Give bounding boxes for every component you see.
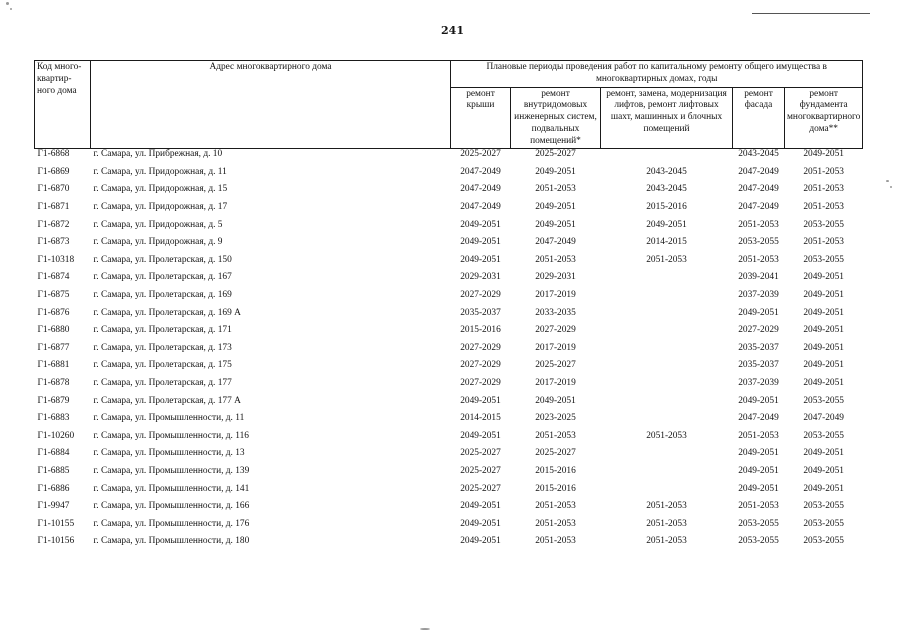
cell-roof: 2047-2049 xyxy=(460,166,501,177)
table-row xyxy=(35,202,863,220)
cell-foundation: 2053-2055 xyxy=(803,536,844,547)
table-body xyxy=(35,149,863,554)
cell-roof: 2029-2031 xyxy=(460,272,501,283)
cell-elevators xyxy=(601,413,733,431)
cell-code: Г1-6884 xyxy=(37,448,70,459)
cell-address: г. Самара, ул. Придорожная, д. 15 xyxy=(93,184,228,195)
capital-repair-table xyxy=(34,60,863,554)
cell-address: г. Самара, ул. Промышленности, д. 166 xyxy=(93,501,250,512)
cell-address: г. Самара, ул. Придорожная, д. 9 xyxy=(93,237,223,248)
cell-foundation: 2049-2051 xyxy=(803,465,844,476)
table-row xyxy=(35,149,863,167)
cell-address: г. Самара, ул. Пролетарская, д. 167 xyxy=(93,272,232,283)
cell-engineering: 2015-2016 xyxy=(535,483,576,494)
cell-engineering: 2051-2053 xyxy=(535,184,576,195)
cell-code: Г1-6874 xyxy=(37,272,70,283)
cell-engineering: 2017-2019 xyxy=(535,342,576,353)
cell-engineering: 2049-2051 xyxy=(535,219,576,230)
cell-facade: 2037-2039 xyxy=(738,377,779,388)
cell-elevators xyxy=(601,308,733,326)
cell-engineering: 2029-2031 xyxy=(535,272,576,283)
cell-facade: 2053-2055 xyxy=(738,518,779,529)
table-row xyxy=(35,448,863,466)
top-edge-rule xyxy=(752,13,870,14)
table-row xyxy=(35,272,863,290)
cell-roof: 2027-2029 xyxy=(460,360,501,371)
header-engineering: ремонт внутридомовых инженерных систем, подвальных помещений* xyxy=(511,87,601,149)
cell-elevators xyxy=(601,466,733,484)
cell-roof: 2025-2027 xyxy=(460,483,501,494)
cell-address: г. Самара, ул. Прибрежная, д. 10 xyxy=(93,149,223,160)
cell-roof: 2049-2051 xyxy=(460,501,501,512)
cell-address: г. Самара, ул. Промышленности, д. 116 xyxy=(93,430,249,441)
scan-speck xyxy=(890,186,892,188)
table-row xyxy=(35,220,863,238)
table-row xyxy=(35,396,863,414)
cell-code: Г1-6880 xyxy=(37,325,70,336)
scan-speck xyxy=(6,2,9,5)
cell-address: г. Самара, ул. Промышленности, д. 13 xyxy=(93,448,245,459)
cell-code: Г1-6883 xyxy=(37,413,70,424)
header-code: Код много-квартир-ного дома xyxy=(35,61,91,149)
cell-code: Г1-6871 xyxy=(37,202,70,213)
table-row xyxy=(35,167,863,185)
cell-address: г. Самара, ул. Промышленности, д. 176 xyxy=(93,518,250,529)
cell-engineering: 2049-2051 xyxy=(535,166,576,177)
cell-foundation: 2053-2055 xyxy=(803,501,844,512)
table-header xyxy=(35,61,863,149)
cell-address: г. Самара, ул. Пролетарская, д. 169 xyxy=(93,290,232,300)
table-row xyxy=(35,360,863,378)
cell-elevators xyxy=(601,325,733,343)
cell-code: Г1-6881 xyxy=(37,360,70,371)
table-row xyxy=(35,466,863,484)
cell-foundation: 2053-2055 xyxy=(803,219,844,230)
cell-engineering: 2051-2053 xyxy=(535,254,576,265)
cell-facade: 2049-2051 xyxy=(738,448,779,459)
cell-address: г. Самара, ул. Промышленности, д. 139 xyxy=(93,465,250,476)
cell-foundation: 2049-2051 xyxy=(803,448,844,459)
cell-address: г. Самара, ул. Пролетарская, д. 177 xyxy=(93,377,232,388)
cell-code: Г1-10156 xyxy=(37,536,75,547)
table-row xyxy=(35,501,863,519)
cell-foundation: 2049-2051 xyxy=(803,360,844,371)
cell-foundation: 2049-2051 xyxy=(803,307,844,318)
table-row xyxy=(35,431,863,449)
cell-elevators xyxy=(601,396,733,414)
cell-roof: 2049-2051 xyxy=(460,395,501,406)
cell-facade: 2043-2045 xyxy=(738,149,779,160)
cell-roof: 2049-2051 xyxy=(460,237,501,248)
cell-code: Г1-6869 xyxy=(37,166,70,177)
cell-elevators: 2015-2016 xyxy=(646,202,687,213)
scan-speck xyxy=(10,8,12,10)
cell-roof: 2025-2027 xyxy=(460,149,501,160)
cell-address: г. Самара, ул. Пролетарская, д. 173 xyxy=(93,342,232,353)
cell-code: Г1-6870 xyxy=(37,184,70,195)
cell-roof: 2027-2029 xyxy=(460,290,501,300)
cell-code: Г1-6879 xyxy=(37,395,70,406)
cell-roof: 2047-2049 xyxy=(460,202,501,213)
cell-facade: 2049-2051 xyxy=(738,307,779,318)
cell-foundation: 2049-2051 xyxy=(803,149,844,160)
cell-engineering: 2025-2027 xyxy=(535,448,576,459)
cell-foundation: 2051-2053 xyxy=(803,184,844,195)
cell-elevators xyxy=(601,484,733,502)
cell-foundation: 2047-2049 xyxy=(803,413,844,424)
cell-foundation: 2053-2055 xyxy=(803,395,844,406)
cell-elevators xyxy=(601,290,733,308)
table-row xyxy=(35,290,863,308)
table-row xyxy=(35,519,863,537)
cell-elevators: 2043-2045 xyxy=(646,166,687,177)
cell-facade: 2039-2041 xyxy=(738,272,779,283)
cell-address: г. Самара, ул. Пролетарская, д. 171 xyxy=(93,325,232,336)
cell-roof: 2027-2029 xyxy=(460,377,501,388)
cell-code: Г1-9947 xyxy=(37,501,70,512)
cell-roof: 2025-2027 xyxy=(460,465,501,476)
cell-address: г. Самара, ул. Придорожная, д. 17 xyxy=(93,202,228,213)
cell-roof: 2035-2037 xyxy=(460,307,501,318)
cell-foundation: 2051-2053 xyxy=(803,202,844,213)
cell-roof: 2015-2016 xyxy=(460,325,501,336)
cell-elevators: 2051-2053 xyxy=(646,536,687,547)
header-address: Адрес многоквартирного дома xyxy=(91,61,451,149)
cell-elevators xyxy=(601,378,733,396)
table-row xyxy=(35,343,863,361)
header-foundation: ремонт фундамента многоквартирного дома** xyxy=(785,87,863,149)
cell-address: г. Самара, ул. Промышленности, д. 141 xyxy=(93,483,250,494)
cell-address: г. Самара, ул. Промышленности, д. 180 xyxy=(93,536,250,547)
cell-code: Г1-6868 xyxy=(37,149,70,160)
cell-engineering: 2025-2027 xyxy=(535,149,576,160)
cell-facade: 2035-2037 xyxy=(738,342,779,353)
cell-foundation: 2053-2055 xyxy=(803,518,844,529)
cell-facade: 2047-2049 xyxy=(738,413,779,424)
cell-engineering: 2051-2053 xyxy=(535,536,576,547)
cell-facade: 2047-2049 xyxy=(738,184,779,195)
cell-elevators: 2051-2053 xyxy=(646,430,687,441)
cell-foundation: 2049-2051 xyxy=(803,483,844,494)
cell-foundation: 2049-2051 xyxy=(803,272,844,283)
cell-facade: 2037-2039 xyxy=(738,290,779,300)
table-row xyxy=(35,536,863,554)
cell-address: г. Самара, ул. Пролетарская, д. 150 xyxy=(93,254,232,265)
cell-roof: 2014-2015 xyxy=(460,413,501,424)
cell-roof: 2027-2029 xyxy=(460,342,501,353)
cell-elevators xyxy=(601,343,733,361)
cell-elevators: 2051-2053 xyxy=(646,518,687,529)
cell-facade: 2051-2053 xyxy=(738,219,779,230)
cell-code: Г1-6872 xyxy=(37,219,70,230)
cell-roof: 2049-2051 xyxy=(460,518,501,529)
cell-elevators: 2014-2015 xyxy=(646,237,687,248)
cell-engineering: 2051-2053 xyxy=(535,518,576,529)
cell-roof: 2049-2051 xyxy=(460,219,501,230)
cell-code: Г1-6877 xyxy=(37,342,70,353)
cell-elevators: 2051-2053 xyxy=(646,501,687,512)
cell-engineering: 2017-2019 xyxy=(535,290,576,300)
cell-facade: 2027-2029 xyxy=(738,325,779,336)
cell-facade: 2051-2053 xyxy=(738,430,779,441)
cell-roof: 2049-2051 xyxy=(460,430,501,441)
cell-elevators xyxy=(601,448,733,466)
cell-engineering: 2025-2027 xyxy=(535,360,576,371)
cell-facade: 2035-2037 xyxy=(738,360,779,371)
cell-roof: 2025-2027 xyxy=(460,448,501,459)
cell-engineering: 2023-2025 xyxy=(535,413,576,424)
header-roof: ремонт крыши xyxy=(451,87,511,149)
cell-facade: 2053-2055 xyxy=(738,237,779,248)
cell-foundation: 2053-2055 xyxy=(803,430,844,441)
table-row xyxy=(35,237,863,255)
cell-code: Г1-6886 xyxy=(37,483,70,494)
cell-address: г. Самара, ул. Придорожная, д. 11 xyxy=(93,166,227,177)
table-row xyxy=(35,184,863,202)
cell-foundation: 2049-2051 xyxy=(803,377,844,388)
cell-facade: 2051-2053 xyxy=(738,254,779,265)
cell-address: г. Самара, ул. Придорожная, д. 5 xyxy=(93,219,223,230)
cell-foundation: 2049-2051 xyxy=(803,325,844,336)
header-elevators: ремонт, замена, модернизация лифтов, ремонт лифтовых шахт, машинных и блочных помещений xyxy=(601,87,733,149)
cell-code: Г1-6885 xyxy=(37,465,70,476)
cell-engineering: 2015-2016 xyxy=(535,465,576,476)
cell-address: г. Самара, ул. Промышленности, д. 11 xyxy=(93,413,245,424)
cell-engineering: 2033-2035 xyxy=(535,307,576,318)
scan-speck xyxy=(420,628,430,630)
cell-elevators xyxy=(601,360,733,378)
cell-code: Г1-6875 xyxy=(37,290,70,300)
cell-roof: 2049-2051 xyxy=(460,254,501,265)
cell-engineering: 2027-2029 xyxy=(535,325,576,336)
cell-facade: 2049-2051 xyxy=(738,395,779,406)
table-row xyxy=(35,308,863,326)
cell-elevators xyxy=(601,272,733,290)
cell-engineering: 2049-2051 xyxy=(535,395,576,406)
cell-facade: 2047-2049 xyxy=(738,202,779,213)
cell-elevators: 2043-2045 xyxy=(646,184,687,195)
cell-facade: 2053-2055 xyxy=(738,536,779,547)
cell-address: г. Самара, ул. Пролетарская, д. 169 А xyxy=(93,307,241,318)
table-row xyxy=(35,378,863,396)
cell-engineering: 2051-2053 xyxy=(535,501,576,512)
cell-code: Г1-6876 xyxy=(37,307,70,318)
cell-facade: 2049-2051 xyxy=(738,465,779,476)
cell-address: г. Самара, ул. Пролетарская, д. 175 xyxy=(93,360,232,371)
table-row xyxy=(35,255,863,273)
table-row xyxy=(35,325,863,343)
cell-facade: 2049-2051 xyxy=(738,483,779,494)
header-facade: ремонт фасада xyxy=(733,87,785,149)
cell-engineering: 2017-2019 xyxy=(535,377,576,388)
cell-facade: 2047-2049 xyxy=(738,166,779,177)
cell-elevators: 2049-2051 xyxy=(646,219,687,230)
cell-code: Г1-10155 xyxy=(37,518,75,529)
page-number: 241 xyxy=(441,24,464,37)
cell-address: г. Самара, ул. Пролетарская, д. 177 А xyxy=(93,395,241,406)
cell-facade: 2051-2053 xyxy=(738,501,779,512)
cell-elevators xyxy=(601,149,733,167)
cell-code: Г1-6878 xyxy=(37,377,70,388)
cell-roof: 2047-2049 xyxy=(460,184,501,195)
cell-code: Г1-10260 xyxy=(37,430,75,441)
cell-foundation: 2051-2053 xyxy=(803,237,844,248)
table-row xyxy=(35,484,863,502)
cell-engineering: 2049-2051 xyxy=(535,202,576,213)
cell-engineering: 2051-2053 xyxy=(535,430,576,441)
cell-roof: 2049-2051 xyxy=(460,536,501,547)
cell-foundation: 2049-2051 xyxy=(803,342,844,353)
cell-code: Г1-6873 xyxy=(37,237,70,248)
cell-elevators: 2051-2053 xyxy=(646,254,687,265)
cell-foundation: 2053-2055 xyxy=(803,254,844,265)
header-periods: Плановые периоды проведения работ по капитальному ремонту общего имущества в многоквартирных домах, годы xyxy=(451,61,863,88)
scan-speck xyxy=(886,180,889,182)
cell-engineering: 2047-2049 xyxy=(535,237,576,248)
cell-foundation: 2049-2051 xyxy=(803,290,844,300)
cell-foundation: 2051-2053 xyxy=(803,166,844,177)
table-row xyxy=(35,413,863,431)
cell-code: Г1-10318 xyxy=(37,254,75,265)
